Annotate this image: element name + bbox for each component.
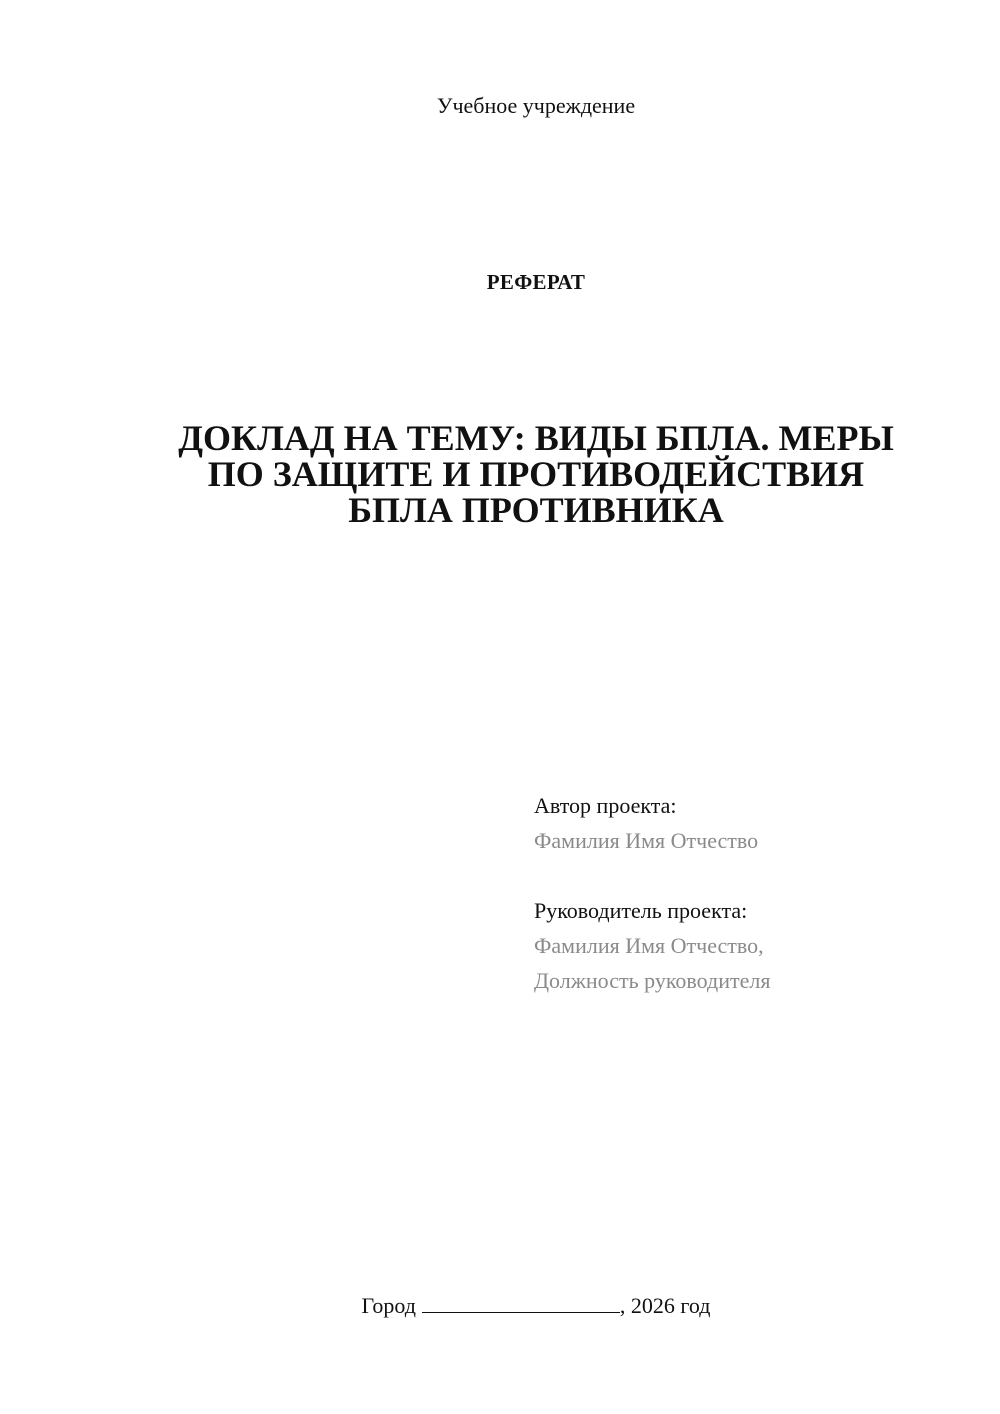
year-text: , 2026 год — [619, 1293, 711, 1318]
supervisor-label: Руководитель проекта: — [534, 898, 748, 923]
report-title — [150, 420, 922, 528]
author-label: Автор проекта: — [534, 793, 677, 818]
supervisor-name-placeholder: Фамилия Имя Отчество, — [534, 933, 764, 958]
report-title-line-3: БПЛА ПРОТИВНИКА — [348, 490, 724, 530]
supervisor-position-placeholder: Должность руководителя — [534, 968, 771, 993]
city-blank-line — [422, 1290, 620, 1313]
city-label: Город — [361, 1293, 416, 1318]
authors-spacer — [534, 858, 974, 893]
author-name-placeholder: Фамилия Имя Отчество — [534, 828, 759, 853]
report-title-line-1: ДОКЛАД НА ТЕМУ: ВИДЫ БПЛА. МЕРЫ — [178, 418, 894, 458]
document-type: РЕФЕРАТ — [486, 270, 586, 294]
footer-city-year — [0, 1290, 1000, 1321]
report-title-line-2: ПО ЗАЩИТЕ И ПРОТИВОДЕЙСТВИЯ — [207, 454, 865, 494]
authors-block — [534, 788, 974, 998]
institution-name: Учебное учреждение — [436, 93, 636, 118]
